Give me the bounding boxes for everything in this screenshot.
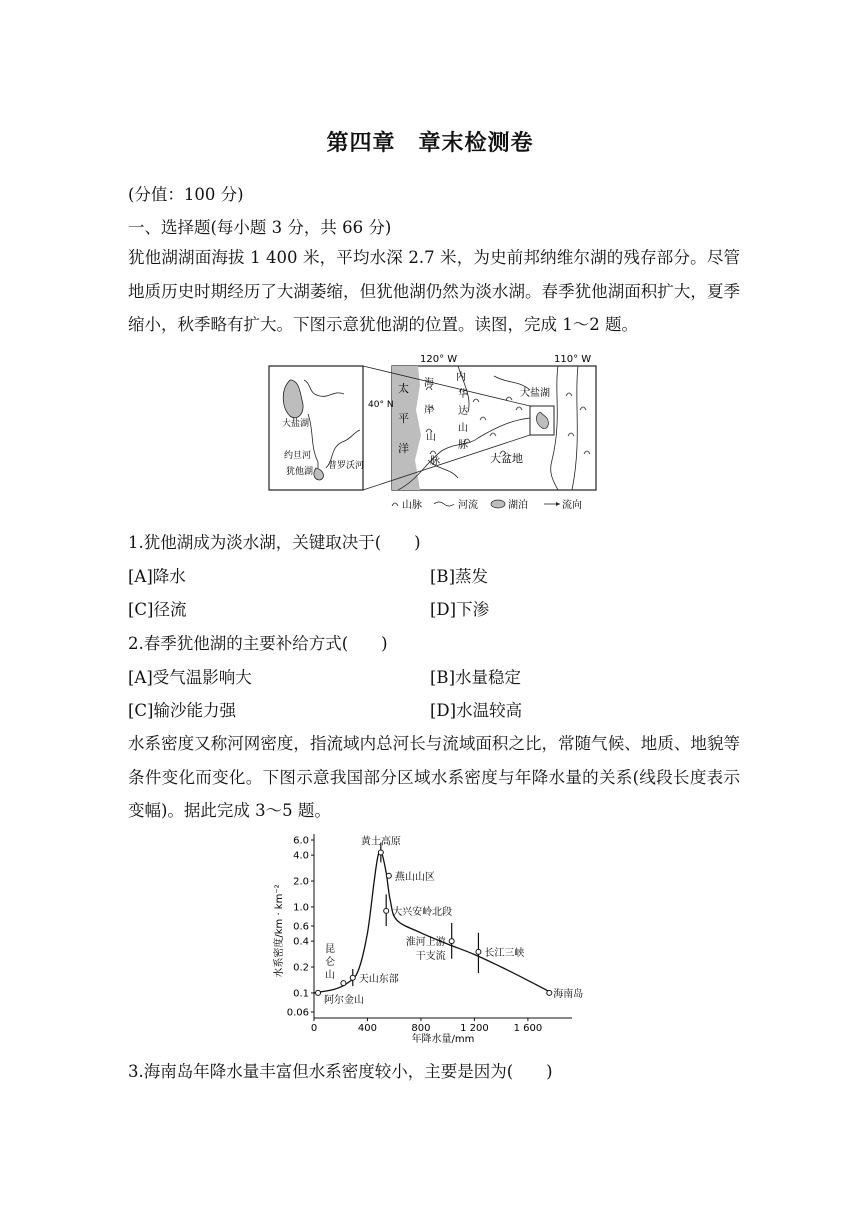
utah-lake-shape [314, 468, 324, 480]
utah-lake-map [268, 350, 598, 514]
x-tick-label: 1 600 [513, 1023, 543, 1034]
great-salt-lake-inset [283, 380, 303, 418]
longitude-110w: 110° W [554, 354, 592, 365]
page-title: 第四章 章末检测卷 [326, 130, 534, 156]
q1-stem: 1.犹他湖成为淡水湖，关键取决于( ) [128, 533, 421, 552]
great-salt-lake-label: 大盐湖 [520, 388, 550, 399]
longitude-120w: 120° W [420, 354, 458, 365]
legend-river: 河流 [458, 500, 478, 511]
y-tick-label: 2.0 [293, 876, 309, 888]
coast-range-label-2: 岸 [424, 405, 434, 416]
x-axis-label: 年降水量/mm [411, 1034, 475, 1045]
nevada-label-2: 华 [458, 389, 468, 400]
coast-range-label-1: 海 [424, 378, 434, 389]
x-tick-label: 400 [357, 1023, 378, 1034]
drainage-density-chart [272, 826, 592, 1048]
q1-option-c[interactable]: [C]径流 [128, 600, 187, 619]
great-salt-lake-small [536, 412, 548, 428]
legend-lake: 湖泊 [508, 500, 528, 511]
q2-option-d[interactable]: [D]水温较高 [430, 701, 523, 720]
point-label: 天山东部 [358, 973, 399, 985]
point-label-huai: 淮河上游 [405, 937, 446, 949]
coast-range-label-3: 山 [426, 432, 436, 443]
mountain-symbols [426, 387, 590, 454]
passage-utah-lake: 犹他湖湖面海拔 1 400 米，平均水深 2.7 米，为史前邦纳维尔湖的残存部分。尽管地质历史时期经历了大湖萎缩，但犹他湖仍然为淡水湖。春季犹他湖面积扩大，夏季缩小，秋季略有扩大。下图示意犹他湖的位置。读图，完成 1～2 题。 [128, 248, 740, 334]
nevada-label-1: 内 [456, 372, 466, 383]
latitude-40n: 40° N [368, 400, 394, 410]
y-tick-label: 0.1 [293, 988, 309, 1000]
inset-river-north [304, 380, 344, 396]
point-label: 燕山山区 [394, 871, 435, 883]
legend-lake-icon [491, 500, 505, 508]
main-map-frame [392, 366, 596, 490]
ocean-label-3: 洋 [398, 442, 409, 455]
data-point [378, 850, 383, 855]
y-tick-label: 0.6 [293, 921, 309, 933]
utah-lake-label: 犹他湖 [286, 467, 314, 477]
q2-option-c[interactable]: [C]输沙能力强 [128, 701, 236, 720]
q2-option-b[interactable]: [B]水量稳定 [430, 668, 521, 687]
y-tick-label: 0.4 [293, 936, 309, 948]
legend-mountain-icon [392, 503, 398, 506]
nevada-label-3: 达 [458, 406, 468, 417]
ocean-label-2: 平 [398, 412, 409, 425]
score-note: (分值：100 分) [128, 185, 244, 204]
y-tick-label: 1.0 [293, 902, 309, 914]
ocean-label-1: 太 [398, 382, 409, 395]
q2-stem: 2.春季犹他湖的主要补给方式( ) [128, 634, 388, 653]
x-tick-label: 800 [411, 1023, 431, 1034]
data-point [350, 975, 355, 980]
great-basin-label: 大盆地 [490, 452, 523, 465]
legend-river-icon [434, 502, 454, 506]
q1-option-b[interactable]: [B]蒸发 [430, 567, 488, 586]
point-label-kunlun: 昆 [325, 943, 336, 955]
q2-option-a[interactable]: [A]受气温影响大 [128, 668, 252, 687]
q3-stem: 3.海南岛年降水量丰富但水系密度较小，主要是因为( ) [128, 1062, 553, 1081]
point-label: 长江三峡 [484, 947, 525, 959]
point-label-kunlun: 山 [325, 969, 336, 981]
data-point [341, 981, 346, 986]
q1-option-a[interactable]: [A]降水 [128, 567, 186, 586]
point-label-huai: 干支流 [415, 951, 446, 963]
map-legend [392, 498, 582, 511]
data-point [386, 873, 391, 878]
y-tick-label: 0.06 [286, 1007, 309, 1019]
point-label: 海南岛 [553, 988, 584, 1000]
inset-lake-label: 大盐湖 [282, 419, 310, 429]
nevada-label-4: 山 [458, 423, 468, 434]
point-label: 黄土高原 [360, 836, 401, 848]
legend-flow: 流向 [562, 500, 582, 511]
data-point [449, 939, 454, 944]
legend-mountain: 山脉 [402, 500, 422, 511]
jordan-river-label: 约旦河 [284, 451, 312, 461]
y-tick-label: 0.2 [293, 962, 309, 974]
data-point [384, 908, 389, 913]
point-label: 大兴安岭北段 [392, 906, 453, 918]
main-river-3 [572, 366, 578, 490]
provo-river-label: 普罗沃河 [328, 461, 365, 471]
y-axis-label: 水系密度/km · km⁻² [274, 884, 285, 978]
x-tick-label: 1 200 [460, 1023, 489, 1034]
y-tick-label: 6.0 [293, 835, 309, 847]
data-point [476, 949, 481, 954]
data-point [316, 990, 321, 995]
section-heading: 一、选择题(每小题 3 分，共 66 分) [128, 218, 392, 237]
point-label: 阿尔金山 [324, 994, 365, 1006]
nevada-label-5: 脉 [458, 440, 468, 451]
legend-flow-arrow-icon [556, 502, 560, 506]
data-point [547, 990, 552, 995]
passage-drainage-density: 水系密度又称河网密度，指流域内总河长与流域面积之比，常随气候、地质、地貌等条件变化而变化。下图示意我国部分区域水系密度与年降水量的关系(线段长度表示变幅)。据此完成 3～5 题。 [128, 734, 740, 820]
q1-option-d[interactable]: [D]下渗 [430, 600, 490, 619]
y-tick-label: 4.0 [293, 850, 309, 862]
x-tick-label: 0 [310, 1023, 318, 1034]
point-label-kunlun: 仑 [325, 956, 336, 968]
coast-range-label-4: 脉 [430, 456, 440, 467]
